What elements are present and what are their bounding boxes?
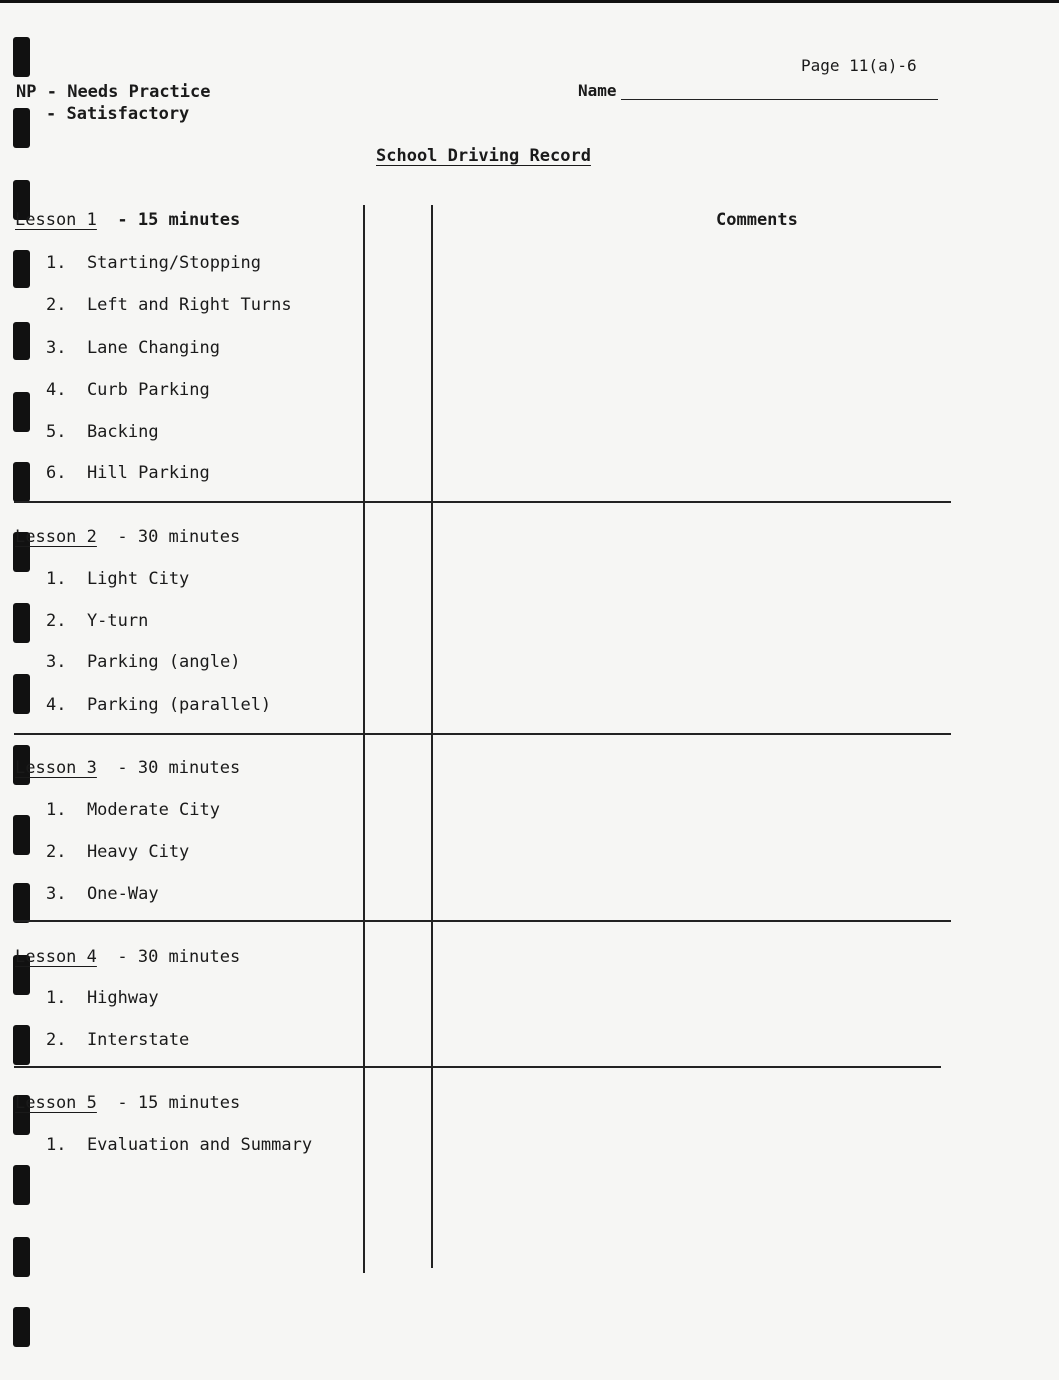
binder-hole	[13, 883, 30, 923]
binder-hole	[13, 1237, 30, 1277]
lesson-label: Lesson 5	[15, 1093, 97, 1113]
lesson-duration: - 15 minutes	[117, 1093, 241, 1113]
lesson-label: Lesson 1	[15, 210, 97, 230]
lesson-heading	[15, 758, 240, 778]
comments-header: Comments	[716, 210, 798, 230]
list-item: 1. Light City	[46, 569, 190, 589]
lesson-label: Lesson 4	[15, 947, 97, 967]
list-item: 3. Lane Changing	[46, 338, 220, 358]
list-item: 1. Highway	[46, 988, 159, 1008]
lesson-duration: - 30 minutes	[117, 527, 241, 547]
lesson-separator	[14, 501, 951, 503]
column-divider-right	[431, 205, 433, 1268]
binder-hole	[13, 37, 30, 77]
binder-hole	[13, 250, 30, 288]
page-number: Page 11(a)-6	[801, 56, 917, 75]
binder-hole	[13, 1025, 30, 1065]
list-item: 6. Hill Parking	[46, 463, 210, 483]
page-title: School Driving Record	[376, 146, 591, 166]
legend-text: - Needs Practice	[46, 82, 211, 102]
legend-needs-practice	[16, 82, 211, 102]
list-item: 5. Backing	[46, 422, 159, 442]
lesson-separator	[14, 920, 951, 922]
list-item: 2. Y-turn	[46, 611, 149, 631]
list-item: 4. Curb Parking	[46, 380, 210, 400]
column-divider-left	[363, 205, 365, 1273]
lesson-heading	[15, 947, 240, 967]
lesson-separator	[14, 733, 951, 735]
lesson-heading	[15, 527, 240, 547]
legend-code: NP	[16, 82, 37, 102]
list-item: 3. One-Way	[46, 884, 159, 904]
binder-hole	[13, 815, 30, 855]
list-item: 1. Moderate City	[46, 800, 220, 820]
binder-hole	[13, 322, 30, 360]
list-item: 3. Parking (angle)	[46, 652, 241, 672]
lesson-separator	[14, 1066, 941, 1068]
list-item: 2. Interstate	[46, 1030, 190, 1050]
lesson-heading	[15, 210, 240, 230]
list-item: 1. Evaluation and Summary	[46, 1135, 313, 1155]
name-field-line[interactable]	[621, 99, 938, 100]
legend-satisfactory	[46, 104, 189, 124]
lesson-label: Lesson 2	[15, 527, 97, 547]
lesson-duration: - 30 minutes	[117, 758, 241, 778]
binder-hole	[13, 462, 30, 502]
binder-hole	[13, 1307, 30, 1347]
lesson-label: Lesson 3	[15, 758, 97, 778]
list-item: 2. Heavy City	[46, 842, 190, 862]
list-item: 2. Left and Right Turns	[46, 295, 292, 315]
list-item: 4. Parking (parallel)	[46, 695, 272, 715]
binder-hole	[13, 108, 30, 148]
page-top-edge	[0, 0, 1059, 3]
lesson-duration: - 30 minutes	[117, 947, 241, 967]
lesson-duration: - 15 minutes	[117, 210, 241, 230]
binder-hole	[13, 392, 30, 432]
legend-text: - Satisfactory	[46, 104, 190, 124]
binder-hole	[13, 674, 30, 714]
binder-hole	[13, 1165, 30, 1205]
binder-hole	[13, 603, 30, 643]
name-label: Name	[578, 81, 617, 100]
list-item: 1. Starting/Stopping	[46, 253, 261, 273]
lesson-heading	[15, 1093, 240, 1113]
